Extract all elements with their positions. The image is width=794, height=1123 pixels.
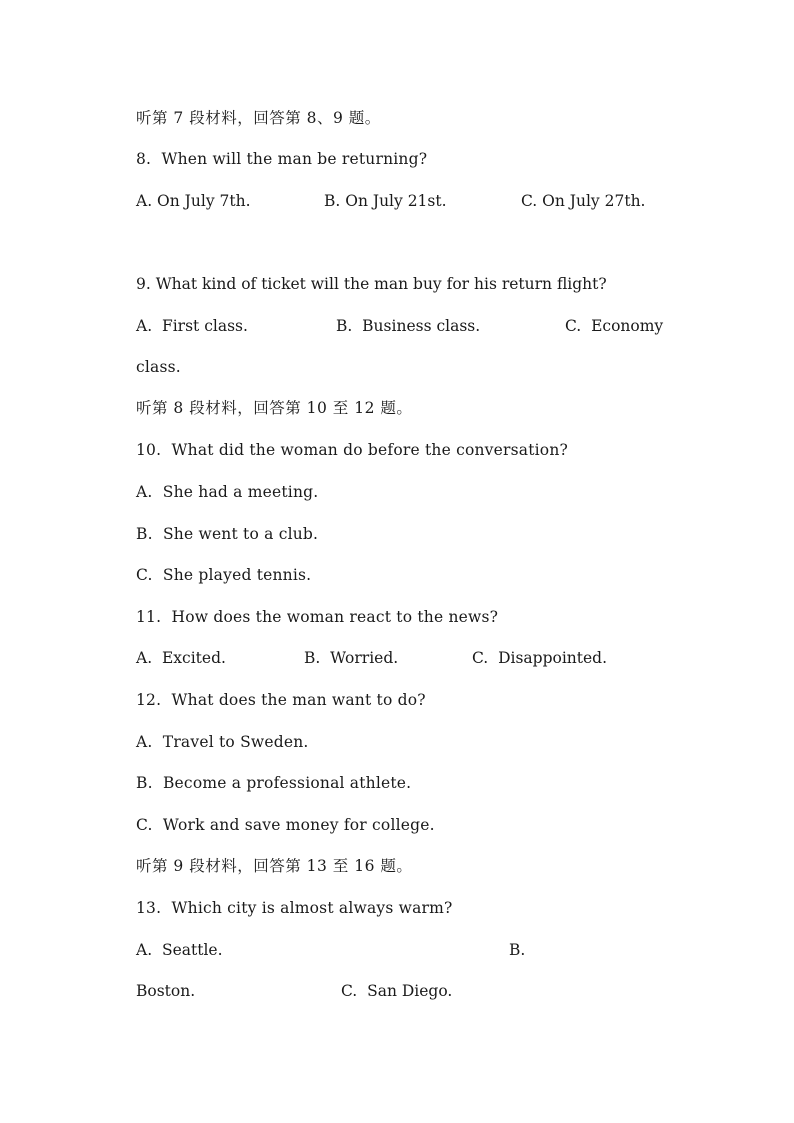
q12-option-a: A. Travel to Sweden. [136, 733, 309, 751]
q8-option-a: A. On July 7th. [136, 192, 251, 210]
q9-option-a: A. First class. [136, 317, 248, 335]
q10-option-a: A. She had a meeting. [136, 483, 319, 501]
q8-option-c: C. On July 27th. [521, 192, 646, 210]
q9-option-c: C. Economy [565, 317, 664, 335]
q11-option-a: A. Excited. [136, 649, 226, 667]
section-9-heading: 听第 9 段材料，回答第 13 至 16 题。 [136, 857, 413, 875]
q13-option-b-text: Boston. [136, 982, 196, 1000]
q11-option-c: C. Disappointed. [472, 649, 608, 667]
q12-option-b: B. Become a professional athlete. [136, 774, 412, 792]
q10-option-b: B. She went to a club. [136, 525, 319, 543]
question-12: 12. What does the man want to do? [136, 691, 426, 709]
q11-option-b: B. Worried. [304, 649, 399, 667]
q12-option-c: C. Work and save money for college. [136, 816, 435, 834]
question-11: 11. How does the woman react to the news? [136, 608, 499, 626]
q13-option-b-label: B. [509, 941, 526, 959]
question-8: 8. When will the man be returning? [136, 150, 428, 168]
question-9: 9. What kind of ticket will the man buy for his return flight? [136, 275, 607, 293]
q10-option-c: C. She played tennis. [136, 566, 312, 584]
section-7-heading: 听第 7 段材料，回答第 8、9 题。 [136, 109, 381, 127]
q13-option-a: A. Seattle. [136, 941, 223, 959]
q9-option-b: B. Business class. [336, 317, 481, 335]
question-13: 13. Which city is almost always warm? [136, 899, 453, 917]
q8-option-b: B. On July 21st. [324, 192, 447, 210]
q13-option-c: C. San Diego. [341, 982, 453, 1000]
section-8-heading: 听第 8 段材料，回答第 10 至 12 题。 [136, 399, 413, 417]
q9-option-c-wrap: class. [136, 358, 181, 376]
question-10: 10. What did the woman do before the conversation? [136, 441, 569, 459]
